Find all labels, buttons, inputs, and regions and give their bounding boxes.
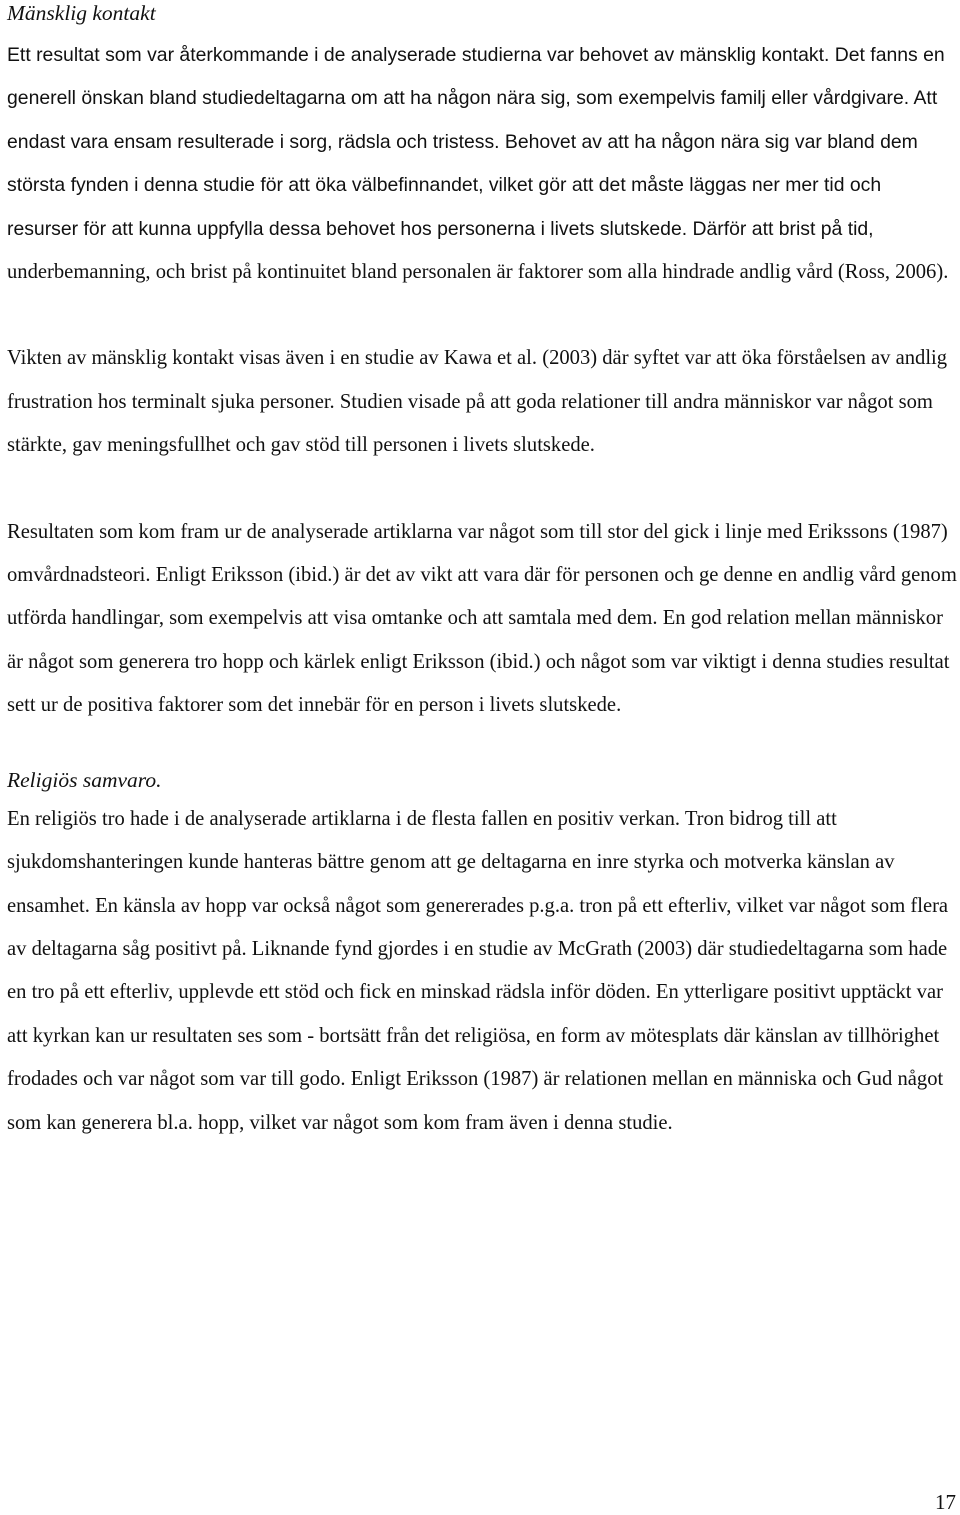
paragraph-text-sans: Ett resultat som var återkommande i de analyserade studierna var behovet av mänsklig kontakt. Det fanns en generell önskan bland studiedeltagarna om att ha någon nära sig, som exempelvis familj eller vårdgivare. Att endast vara ensam resulterade i sorg, rädsla och tristess. Behovet av att ha någon nära sig var bland dem största fynden i denna studie för att öka välbefinnandet, vilket gör att det måste läggas ner mer tid och resurser för att kunna uppfylla dessa behovet hos personerna i livets slutskede. Därför att brist på tid,	[7, 44, 945, 240]
paragraph-human-contact	[7, 34, 957, 294]
paragraph-gap	[7, 468, 957, 511]
paragraph-gap	[7, 728, 957, 771]
paragraph-kawa-study: Vikten av mänsklig kontakt visas även i en studie av Kawa et al. (2003) där syftet var att öka förståelsen av andlig frustration hos terminalt sjuka personer. Studien visade på att goda relationer till andra människor var något som stärkte, gav meningsfullhet och gav stöd till personen i livets slutskede.	[7, 347, 948, 457]
document-page	[7, 0, 957, 1145]
section-heading-religious: Religiös samvaro.	[7, 767, 162, 792]
paragraph-text-serif: underbemanning, och brist på kontinuitet bland personalen är faktorer som alla hindrade andlig vård (Ross, 2006).	[7, 261, 949, 284]
paragraph-religious: En religiös tro hade i de analyserade artiklarna i de flesta fallen en positiv verkan. Tron bidrog till att sjukdomshanteringen kunde hanteras bättre genom att ge deltagarna en inre styrka och motverka känslan av ensamhet. En känsla av hopp var också något som genererades p.g.a. tron på ett efterliv, vilket var något som flera av deltagarna såg positivt på. Liknande fynd gjordes i en studie av McGrath (2003) där studiedeltagarna som hade en tro på ett efterliv, upplevde ett stöd och fick en minskad rädsla inför döden. En ytterligare positivt upptäckt var att kyrkan kan ur resultaten ses som - bortsätt från det religiösa, en form av mötesplats där känslan av tillhörighet frodades och var något som var till godo. Enligt Eriksson (1987) är relationen mellan en människa och Gud något som kan generera bl.a. hopp, vilket var något som kom fram även i denna studie.	[7, 807, 949, 1134]
paragraph-gap	[7, 294, 957, 337]
page-number: 17	[935, 1490, 956, 1514]
paragraph-eriksson-theory: Resultaten som kom fram ur de analyserade artiklarna var något som till stor del gick i linje med Erikssons (1987) omvårdnadsteori. Enligt Eriksson (ibid.) är det av vikt att vara där för personen och ge denne en andlig vård genom utförda handlingar, som exempelvis att visa omtanke och att samtala med dem. En god relation mellan människor är något som generera tro hopp och kärlek enligt Eriksson (ibid.) och något som var viktigt i denna studies resultat sett ur de positiva faktorer som det innebär för en person i livets slutskede.	[7, 520, 957, 717]
section-heading-human-contact: Mänsklig kontakt	[7, 1, 156, 25]
